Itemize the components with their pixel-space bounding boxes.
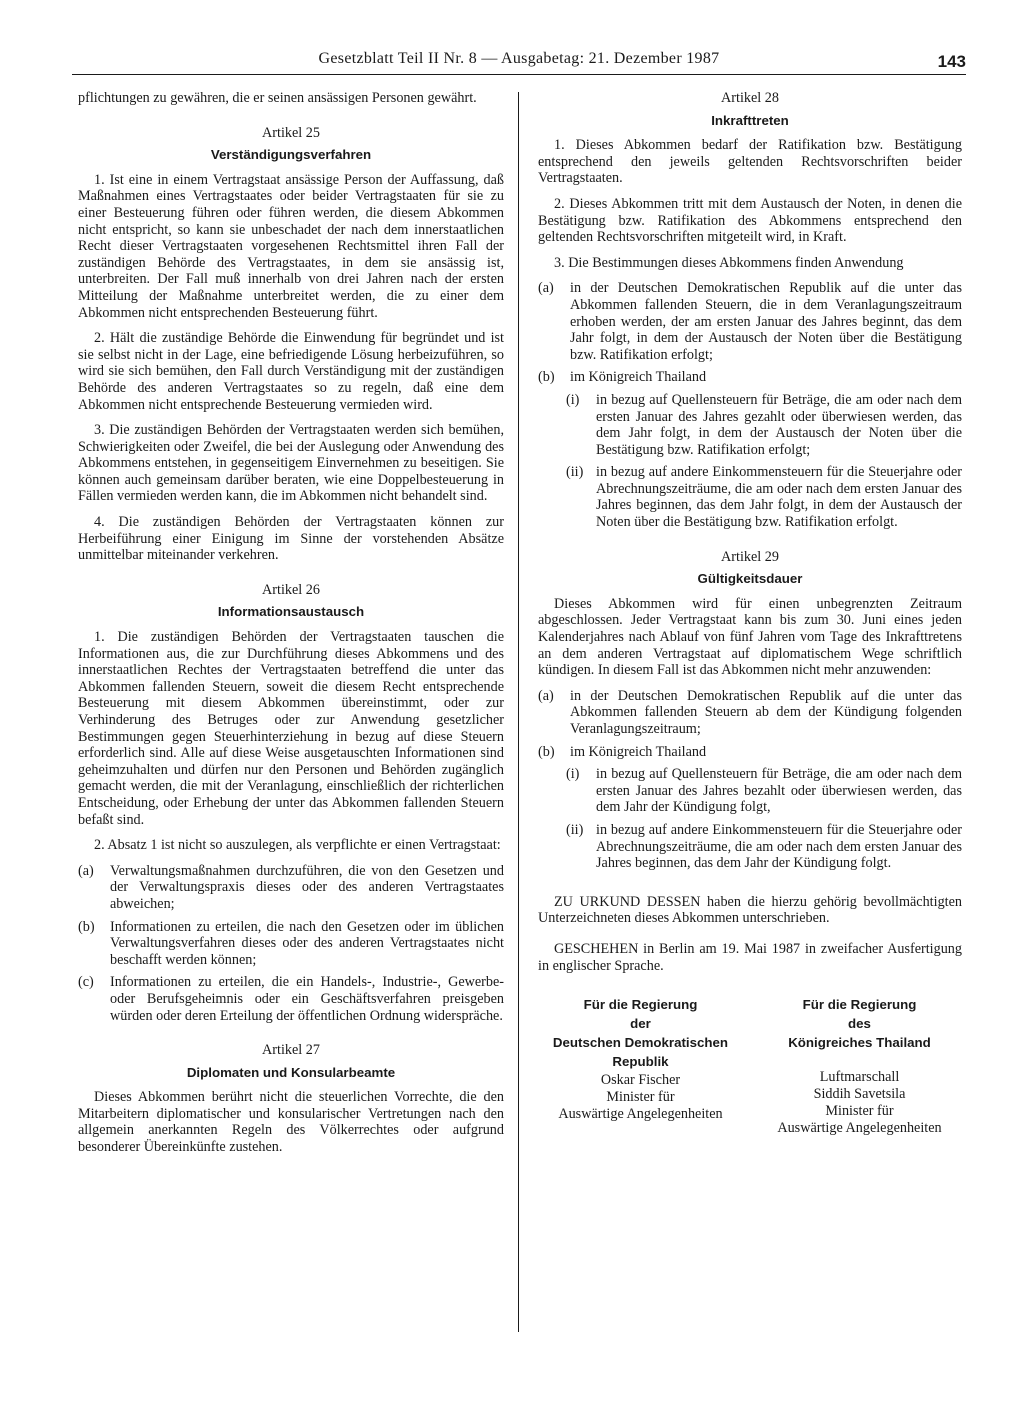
signature-th-heading-2: des bbox=[848, 1016, 871, 1032]
item-label: (a) bbox=[538, 280, 554, 297]
article-28-paragraph-2: 2. Dieses Abkommen tritt mit dem Austausch der Noten, in denen die Bestätigung bzw. Ratifikation des Abkommens entsprechend den geltenden Rechtsvorschriften mitgeteilt wird, in Kraft. bbox=[538, 195, 962, 246]
article-25-paragraph-3: 3. Die zuständigen Behörden der Vertragstaaten werden sich bemühen, Schwierigkeiten oder Zweifel, die bei der Auslegung oder Anwendung des Abkommens entstehen, in gegenseitigem Einvernehmen zu beseitigen. Sie können auch gemeinsam darüber beraten, wie eine Doppelbesteuerung in Fällen vermieden werden kann, die im Abkommen nicht behandelt sind. bbox=[78, 422, 504, 505]
article-28-item-a bbox=[538, 280, 962, 363]
article-28-item-b bbox=[538, 369, 962, 386]
article-29-heading: Artikel 29 bbox=[721, 548, 779, 565]
article-27-title: Diplomaten und Konsularbeamte bbox=[186, 1064, 396, 1080]
article-25-title: Verständigungsverfahren bbox=[210, 147, 372, 163]
left-column bbox=[78, 90, 504, 1165]
header-title: Gesetzblatt Teil II Nr. 8 — Ausgabetag: 21. Dezember 1987 bbox=[318, 50, 720, 67]
item-text: im Königreich Thailand bbox=[570, 743, 707, 760]
signature-thailand bbox=[757, 996, 962, 1137]
geschehen-paragraph: GESCHEHEN in Berlin am 19. Mai 1987 in zweifacher Ausfertigung in englischer Sprache. bbox=[538, 940, 962, 974]
article-27-paragraph-1: Dieses Abkommen berührt nicht die steuerlichen Vorrechte, die den Mitarbeitern diplomatischer und konsularischer Vertretungen nach den allgemein anerkannten Regeln des Völkerrechtes oder aufgrund besonderer Übereinkünfte zustehen. bbox=[78, 1089, 504, 1156]
subitem-text: in bezug auf andere Einkommensteuern für die Steuerjahre oder Abrechnungszeiträume, die am oder nach dem ersten Januar des Jahres beginnen, das dem Jahr folgt, in dem der Austausch der Noten über die Bestätigung bzw. Ratifikation erfolgt. bbox=[596, 464, 962, 531]
article-28-paragraph-3: 3. Die Bestimmungen dieses Abkommens finden Anwendung bbox=[554, 254, 904, 271]
item-label: (b) bbox=[538, 743, 555, 760]
article-29-subitem-i bbox=[566, 766, 962, 816]
subitem-text: in bezug auf andere Einkommensteuern für die Steuerjahre oder Abrechnungszeiträume, die am oder nach dem ersten Januar des Jahres beginnen, das dem Jahr der Kündigung folgt. bbox=[596, 821, 962, 872]
subitem-text: in bezug auf Quellensteuern für Beträge, die am oder nach dem ersten Januar des Jahres gezahlt oder überwiesen werden, das dem Jahr folgt, in dem der Austausch der Noten über die Bestätigung bzw. Ratifikation erfolgt; bbox=[596, 391, 962, 458]
item-label: (a) bbox=[78, 862, 94, 879]
intro-paragraph: pflichtungen zu gewähren, die er seinen ansässigen Personen gewährt. bbox=[78, 90, 477, 106]
article-26-item-b bbox=[78, 919, 504, 969]
item-text: im Königreich Thailand bbox=[570, 369, 707, 386]
signature-ddr-heading-1: Für die Regierung bbox=[583, 997, 698, 1013]
article-28-subitem-i bbox=[566, 392, 962, 458]
signature-th-heading-1: Für die Regierung bbox=[802, 997, 917, 1013]
article-26-title: Informationsaustausch bbox=[217, 604, 365, 620]
article-28-paragraph-1: 1. Dieses Abkommen bedarf der Ratifikation bzw. Bestätigung entsprechend den jeweils geltenden Rechtsvorschriften beider Vertragstaaten. bbox=[538, 137, 962, 187]
signature-ddr-heading-3: Deutschen Demokratischen bbox=[552, 1035, 729, 1051]
signature-ddr-role-2: Auswärtige Angelegenheiten bbox=[558, 1106, 723, 1123]
header-rule bbox=[72, 74, 966, 75]
item-label: (c) bbox=[78, 974, 94, 991]
article-25-paragraph-1: 1. Ist eine in einem Vertragstaat ansässige Person der Auffassung, daß Maßnahmen eines Vertragstaates oder beider Vertragstaaten für sie zu einer Besteuerung führen oder führen werden, die diesem Abkommen nicht entspricht, so kann sie unbeschadet der nach dem innerstaatlichen Recht dieser Vertragstaaten vorgesehenen Rechtsmittel ihren Fall der zuständigen Behörde des Vertragstaates, in dem sie ansässig ist, unterbreiten. Der Fall muß innerhalb von drei Jahren nach der ersten Mitteilung der Maßnahme unterbreitet werden, die zu einer dem Abkommen nicht entsprechenden Besteuerung führt. bbox=[78, 171, 504, 321]
item-label: (b) bbox=[538, 369, 555, 386]
signature-block bbox=[538, 996, 962, 1137]
signature-th-role-2: Auswärtige Angelegenheiten bbox=[777, 1120, 942, 1137]
item-text: Informationen zu erteilen, die ein Handels-, Industrie-, Gewerbe- oder Berufsgeheimnis oder ein Geschäftsverfahren preisgeben würden oder deren Erteilung der öffentlichen Ordnung widerspräche. bbox=[110, 974, 504, 1024]
signature-th-rank: Luftmarschall bbox=[819, 1069, 900, 1086]
subitem-label: (i) bbox=[566, 766, 580, 783]
signature-th-role-1: Minister für bbox=[825, 1103, 894, 1120]
subitem-label: (ii) bbox=[566, 464, 584, 481]
article-26-item-c bbox=[78, 974, 504, 1024]
article-27-heading: Artikel 27 bbox=[262, 1042, 320, 1059]
item-text: Verwaltungsmaßnahmen durchzuführen, die von den Gesetzen und der Verwaltungspraxis dieses oder des anderen Vertragstaates abweichen; bbox=[110, 862, 504, 912]
signature-ddr-role-1: Minister für bbox=[606, 1089, 675, 1106]
article-29-subitem-ii bbox=[566, 822, 962, 872]
article-29-item-b bbox=[538, 744, 962, 761]
item-text: in der Deutschen Demokratischen Republik auf die unter das Abkommen fallenden Steuern, die in dem Veranlagungszeitraum erhoben werden, der am ersten Januar des Jahres beginnt, das dem Jahr folgt, in dem der Austausch der Noten über die Bestätigung bzw. Ratifikation erfolgt; bbox=[570, 280, 962, 363]
urkund-paragraph: ZU URKUND DESSEN haben die hierzu gehörig bevollmächtigten Unterzeichneten dieses Abkommen unterschrieben. bbox=[538, 893, 962, 927]
item-label: (a) bbox=[538, 687, 554, 704]
subitem-label: (ii) bbox=[566, 821, 584, 838]
article-26-paragraph-1: 1. Die zuständigen Behörden der Vertragstaaten tauschen die Informationen aus, die zur Durchführung dieses Abkommens und des innerstaatlichen Rechtes der Vertragstaaten betreffend die unter das Abkommen fallenden Steuern, soweit die diesem Recht entsprechende Besteuerung mit diesem Abkommen übereinstimmt, oder zur Verhinderung des Betruges oder zur Anwendung gesetzlicher Bestimmungen gegen Steuerhinterziehung in bezug auf diese Steuern erforderlich sind. Alle auf diese Weise ausgetauschten Informationen sind geheimzuhalten und dürfen nur den Personen und Behörden zugänglich gemacht werden, die mit der Veranlagung, einschließlich der richterlichen Entscheidung, oder Erhebung der unter das Abkommen fallenden Steuern befaßt sind. bbox=[78, 629, 504, 828]
signature-ddr-heading-4: Republik bbox=[612, 1054, 669, 1070]
article-29-title: Gültigkeitsdauer bbox=[697, 571, 803, 587]
signature-th-name: Siddih Savetsila bbox=[813, 1086, 906, 1103]
signature-ddr-name: Oskar Fischer bbox=[600, 1072, 681, 1089]
article-26-paragraph-2: 2. Absatz 1 ist nicht so auszulegen, als verpflichte er einen Vertragstaat: bbox=[94, 837, 501, 854]
page-number: 143 bbox=[937, 52, 966, 71]
article-29-paragraph-1: Dieses Abkommen wird für einen unbegrenzten Zeitraum abgeschlossen. Jeder Vertragstaat kann bis zum 30. Juni eines jeden Kalenderjahres nach Ablauf von fünf Jahren vom Tage des Inkrafttretens an dem anderen Vertragstaat auf diplomatischem Wege schriftlich kündigen. In diesem Fall ist das Abkommen nicht mehr anzuwenden: bbox=[538, 595, 962, 679]
subitem-label: (i) bbox=[566, 391, 580, 408]
item-text: in der Deutschen Demokratischen Republik auf die unter das Abkommen fallenden Steuern ab dem der Kündigung folgenden Veranlagungszeitraum; bbox=[570, 687, 962, 737]
article-25-paragraph-4: 4. Die zuständigen Behörden der Vertragstaaten können zur Herbeiführung einer Einigung im Sinne der vorstehenden Absätze unmittelbar miteinander verkehren. bbox=[78, 514, 504, 564]
signature-ddr bbox=[538, 996, 743, 1137]
article-28-heading: Artikel 28 bbox=[721, 90, 779, 106]
signature-ddr-heading-2: der bbox=[630, 1016, 651, 1032]
article-26-heading: Artikel 26 bbox=[262, 581, 320, 598]
right-column bbox=[538, 90, 962, 1137]
article-29-item-a bbox=[538, 688, 962, 738]
column-divider bbox=[518, 92, 519, 1332]
article-25-paragraph-2: 2. Hält die zuständige Behörde die Einwendung für begründet und ist sie selbst nicht in der Lage, eine befriedigende Lösung herbeizuführen, so wird sie sich bemühen, den Fall durch Verständigung mit der zuständigen Behörde des anderen Vertragstaates so zu regeln, daß eine dem Abkommen nicht entsprechende Besteuerung vermieden wird. bbox=[78, 330, 504, 413]
article-25-heading: Artikel 25 bbox=[262, 124, 320, 141]
subitem-text: in bezug auf Quellensteuern für Beträge, die am oder nach dem ersten Januar des Jahres bezahlt oder überwiesen werden, das dem Jahr der Kündigung folgt, bbox=[596, 766, 962, 816]
page-header bbox=[72, 50, 966, 86]
article-26-item-a bbox=[78, 863, 504, 913]
item-label: (b) bbox=[78, 918, 95, 935]
item-text: Informationen zu erteilen, die nach den Gesetzen oder im üblichen Verwaltungsverfahren dieses oder des anderen Vertragstaates nicht beschafft werden können; bbox=[110, 918, 504, 968]
article-28-title: Inkrafttreten bbox=[711, 112, 789, 128]
signature-th-heading-3: Königreiches Thailand bbox=[788, 1035, 931, 1051]
article-28-subitem-ii bbox=[566, 464, 962, 530]
